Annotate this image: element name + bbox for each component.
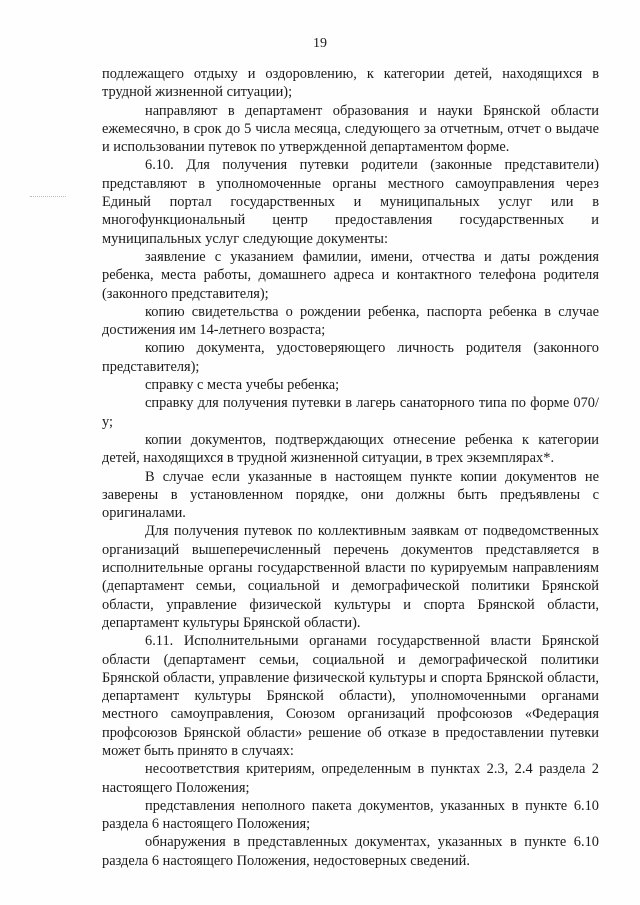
margin-mark (30, 196, 66, 199)
document-body (102, 65, 599, 870)
paragraph: копию свидетельства о рождении ребенка, паспорта ребенка в случае достижения им 14-летнего возраста; (102, 303, 599, 339)
paragraph: несоответствия критериям, определенным в пунктах 2.3, 2.4 раздела 2 настоящего Положения; (102, 761, 599, 796)
paragraph: 6.10. Для получения путевки родители (законные представители) представляют в уполномоченные органы местного самоуправления через Единый портал государственных и муниципальных услуг или в многофункциональный центр предоставления государственных и муниципальных услуг следующие документы: (102, 157, 599, 247)
paragraph: представления неполного пакета документов, указанных в пункте 6.10 раздела 6 настоящего Положения; (102, 797, 599, 833)
paragraph: Для получения путевок по коллективным заявкам от подведомственных организаций вышеперечисленный перечень документов представляется в исполнительные органы государственной власти по курируемым направлениям (департамент семьи, социальной и демографической политики Брянской области, управление физической культуры и спорта Брянской области, департамент культуры Брянской области). (102, 523, 599, 631)
paragraph: 6.11. Исполнительными органами государственной власти Брянской области (департамент семьи, социальной и демографической политики Брянской области, управление физической культуры и спорта Брянской области, департамент культуры Брянской области), уполномоченными органами местного самоуправления, Союзом организаций профсоюзов «Федерация профсоюзов Брянской области» решение об отказе в предоставлении путевки может быть принято в случаях: (102, 633, 599, 759)
paragraph: справку с места учебы ребенка; (145, 377, 340, 394)
paragraph: В случае если указанные в настоящем пункте копии документов не заверены в установленном порядке, они должны быть предъявлены с оригиналами. (102, 468, 599, 522)
paragraph: копии документов, подтверждающих отнесение ребенка к категории детей, находящихся в трудной жизненной ситуации, в трех экземплярах*. (102, 431, 599, 467)
paragraph: обнаружения в представленных документах, указанных в пункте 6.10 раздела 6 настоящего Положения, недостоверных сведений. (102, 834, 599, 869)
paragraph: копию документа, удостоверяющего личность родителя (законного представителя); (102, 340, 599, 375)
paragraph: заявление с указанием фамилии, имени, отчества и даты рождения ребенка, места работы, домашнего адреса и контактного телефона родителя (законного представителя); (102, 248, 599, 302)
paragraph: справку для получения путевки в лагерь санаторного типа по форме 070/у; (102, 395, 599, 430)
paragraph: направляют в департамент образования и науки Брянской области ежемесячно, в срок до 5 числа месяца, следующего за отчетным, отчет о выдаче и использовании путевок по утвержденной департаментом форме. (102, 102, 599, 156)
paragraph: подлежащего отдыху и оздоровлению, к категории детей, находящихся в трудной жизненной ситуации); (102, 66, 599, 101)
page-number: 19 (313, 36, 327, 51)
